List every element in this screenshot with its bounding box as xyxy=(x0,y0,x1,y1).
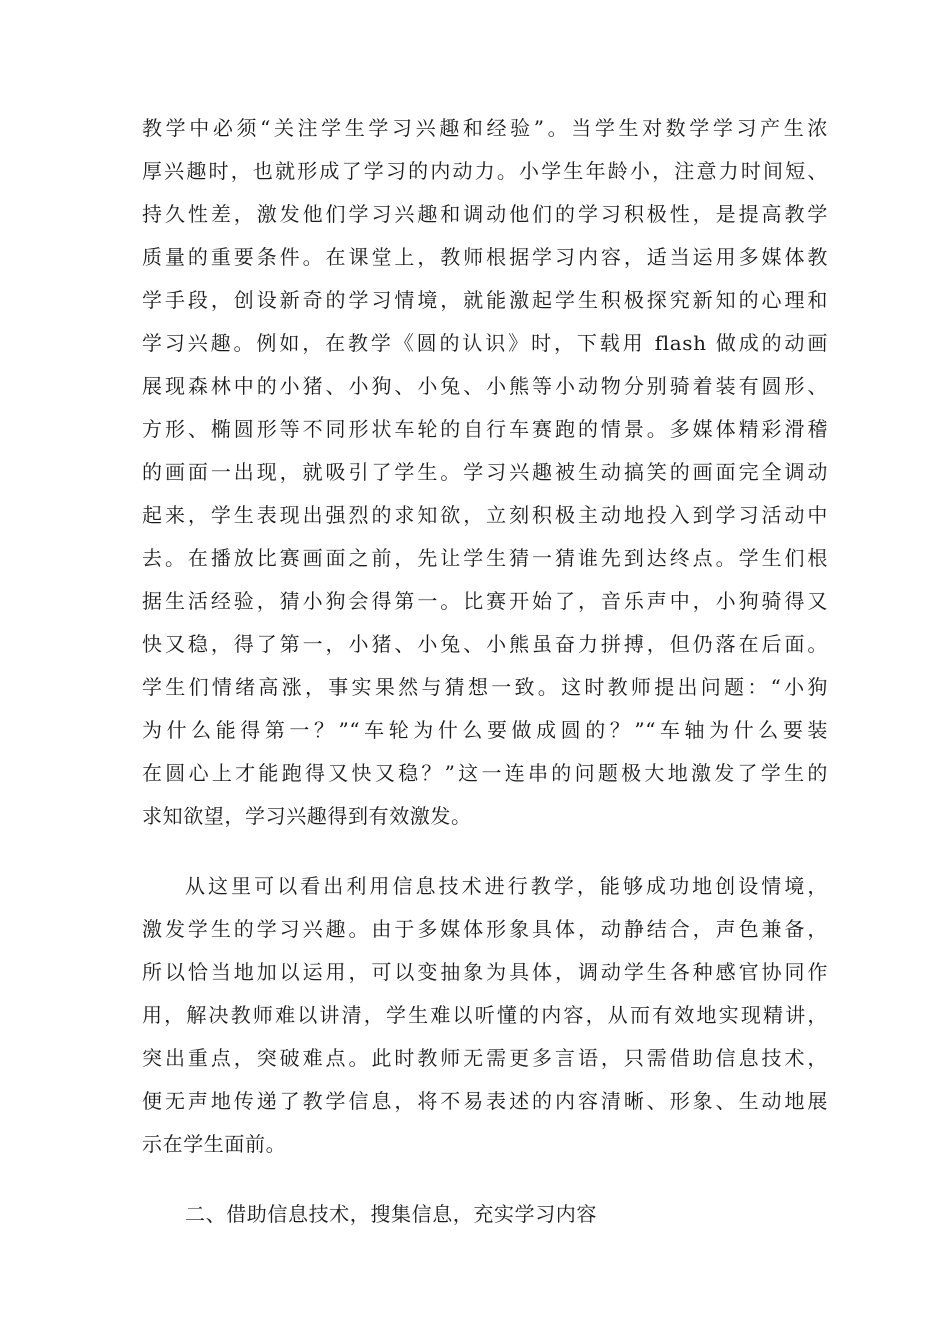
section-heading-text: 二、借助信息技术，搜集信息，充实学习内容 xyxy=(185,1202,597,1226)
text-line: 快又稳，得了第一，小猪、小兔、小熊虽奋力拼搏，但仍落在后面。 xyxy=(142,632,828,656)
paragraph-1 xyxy=(142,107,828,838)
text-line: 求知欲望，学习兴趣得到有效激发。 xyxy=(142,804,472,828)
text-line: 据生活经验，猜小狗会得第一。比赛开始了，音乐声中，小狗骑得又 xyxy=(142,589,828,613)
document-page xyxy=(142,107,828,1236)
text-line: 学习兴趣。例如，在教学《圆的认识》时，下载用 flash 做成的动画 xyxy=(142,331,828,355)
text-line: 示在学生面前。 xyxy=(142,1132,287,1156)
text-line: 为什么能得第一？”“车轮为什么要做成圆的？”“车轴为什么要装 xyxy=(142,718,828,742)
text-line: 所以恰当地加以运用，可以变抽象为具体，调动学生各种感官协同作 xyxy=(142,960,828,984)
paragraph-gap xyxy=(142,838,828,865)
text-line: 质量的重要条件。在课堂上，教师根据学习内容，适当运用多媒体教 xyxy=(142,245,828,269)
paragraph-2 xyxy=(142,865,828,1166)
text-line: 去。在播放比赛画面之前，先让学生猜一猜谁先到达终点。学生们根 xyxy=(142,546,828,570)
section-heading xyxy=(142,1193,828,1236)
text-line: 起来，学生表现出强烈的求知欲，立刻积极主动地投入到学习活动中 xyxy=(142,503,828,527)
text-line: 的画面一出现，就吸引了学生。学习兴趣被生动搞笑的画面完全调动 xyxy=(142,460,828,484)
text-line: 学生们情绪高涨，事实果然与猜想一致。这时教师提出问题：“小狗 xyxy=(142,675,828,699)
paragraph-gap xyxy=(142,1166,828,1193)
text-line: 教学中必须“关注学生学习兴趣和经验”。当学生对数学学习产生浓 xyxy=(142,116,828,140)
text-line: 持久性差，激发他们学习兴趣和调动他们的学习积极性，是提高教学 xyxy=(142,202,828,226)
text-line: 方形、椭圆形等不同形状车轮的自行车赛跑的情景。多媒体精彩滑稽 xyxy=(142,417,828,441)
text-line: 激发学生的学习兴趣。由于多媒体形象具体，动静结合，声色兼备， xyxy=(142,917,828,941)
text-line: 厚兴趣时，也就形成了学习的内动力。小学生年龄小，注意力时间短、 xyxy=(142,159,828,183)
text-line: 学手段，创设新奇的学习情境，就能激起学生积极探究新知的心理和 xyxy=(142,288,828,312)
text-line: 展现森林中的小猪、小狗、小兔、小熊等小动物分别骑着装有圆形、 xyxy=(142,374,828,398)
text-line: 在圆心上才能跑得又快又稳？”这一连串的问题极大地激发了学生的 xyxy=(142,761,828,785)
text-line: 便无声地传递了教学信息，将不易表述的内容清晰、形象、生动地展 xyxy=(142,1089,828,1113)
text-line: 突出重点，突破难点。此时教师无需更多言语，只需借助信息技术， xyxy=(142,1046,828,1070)
text-line: 从这里可以看出利用信息技术进行教学，能够成功地创设情境， xyxy=(185,874,828,898)
text-line: 用，解决教师难以讲清，学生难以听懂的内容，从而有效地实现精讲， xyxy=(142,1003,828,1027)
